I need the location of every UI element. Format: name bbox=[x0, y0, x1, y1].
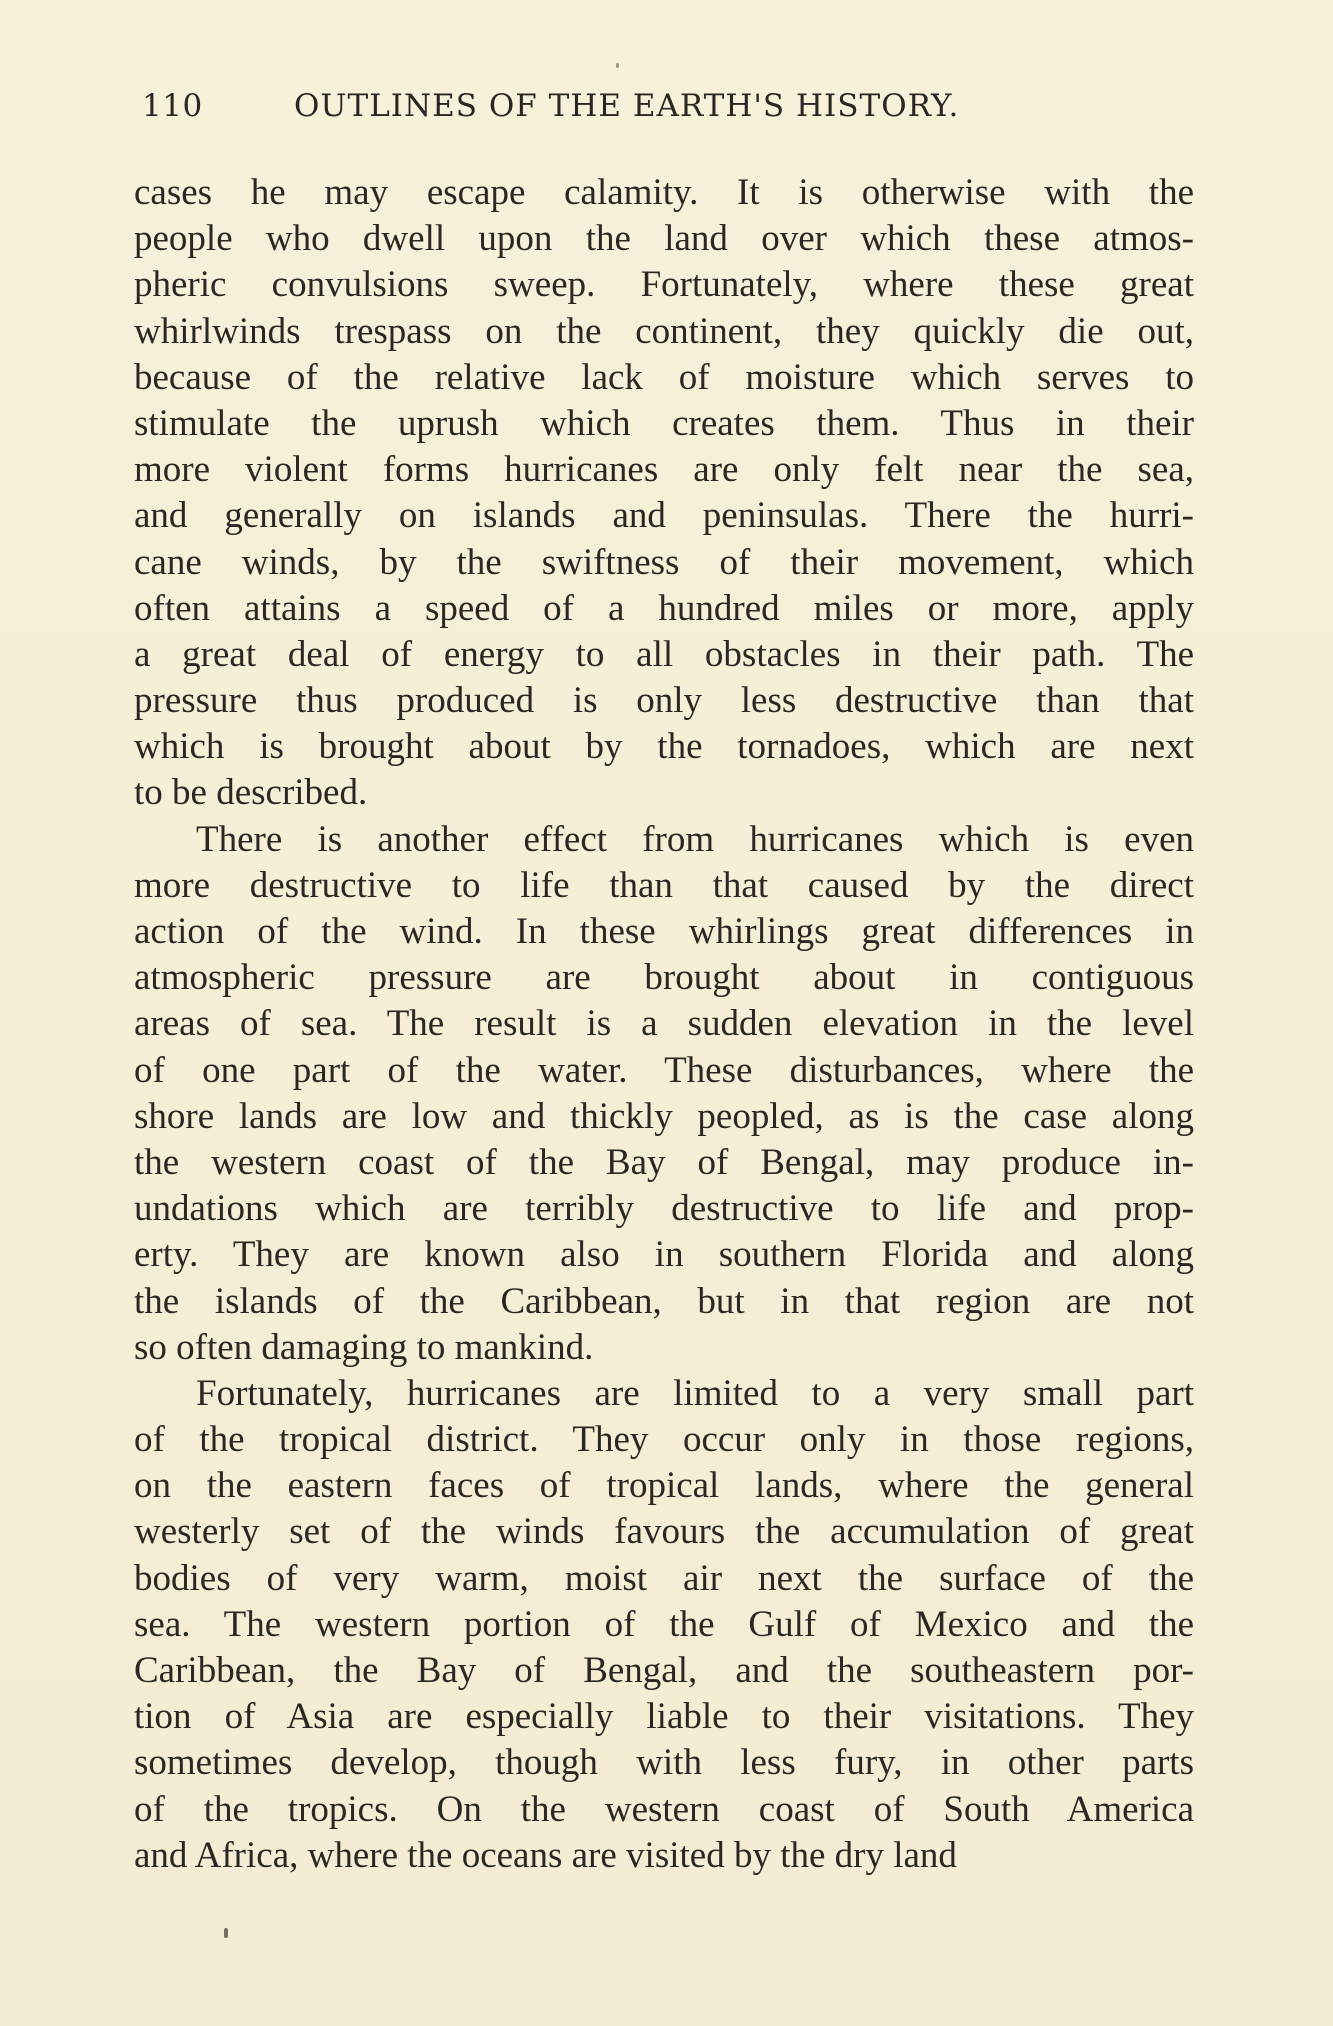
text-line: areas of sea. The result is a sudden elevation in the level bbox=[134, 1003, 1194, 1045]
text-line: stimulate the uprush which creates them. Thus in their bbox=[134, 402, 1194, 444]
text-line: which is brought about by the tornadoes, which are next bbox=[134, 726, 1194, 768]
text-line: pressure thus produced is only less destructive than that bbox=[134, 680, 1194, 722]
text-line: cane winds, by the swiftness of their movement, which bbox=[134, 541, 1194, 583]
text-line: because of the relative lack of moisture which serves to bbox=[134, 356, 1194, 398]
page-number: 110 bbox=[142, 88, 203, 124]
text-line: whirlwinds trespass on the continent, they quickly die out, bbox=[134, 310, 1194, 352]
text-line: more violent forms hurricanes are only felt near the sea, bbox=[134, 449, 1194, 491]
running-head: OUTLINES OF THE EARTH'S HISTORY. bbox=[294, 88, 960, 124]
text-line: action of the wind. In these whirlings great differences in bbox=[134, 911, 1194, 952]
paragraph-2 bbox=[134, 817, 1194, 1371]
print-speck bbox=[616, 63, 619, 68]
text-line: the islands of the Caribbean, but in that region are not bbox=[134, 1280, 1194, 1322]
text-line: Caribbean, the Bay of Bengal, and the southeastern por- bbox=[134, 1650, 1194, 1691]
text-line: more destructive to life than that caused by the direct bbox=[134, 864, 1194, 906]
paragraph-1 bbox=[134, 170, 1194, 817]
text-line: of one part of the water. These disturbances, where the bbox=[134, 1049, 1194, 1091]
text-line: on the eastern faces of tropical lands, where the general bbox=[134, 1465, 1194, 1507]
text-line: sea. The western portion of the Gulf of Mexico and the bbox=[134, 1603, 1194, 1645]
text-line: erty. They are known also in southern Florida and along bbox=[134, 1234, 1194, 1276]
text-line: so often damaging to mankind. bbox=[134, 1326, 594, 1368]
text-line: There is another effect from hurricanes which is even bbox=[196, 818, 1194, 860]
text-line: shore lands are low and thickly peopled, as is the case along bbox=[134, 1095, 1194, 1137]
text-line: to be described. bbox=[134, 772, 368, 814]
text-line: pheric convulsions sweep. Fortunately, where these great bbox=[134, 264, 1194, 306]
paragraph-3 bbox=[134, 1371, 1194, 1879]
text-line: bodies of very warm, moist air next the surface of the bbox=[134, 1557, 1194, 1599]
text-line: tion of Asia are especially liable to their visitations. They bbox=[134, 1696, 1194, 1738]
print-mark bbox=[224, 1928, 228, 1938]
text-line: and generally on islands and peninsulas. There the hurri- bbox=[134, 495, 1194, 537]
text-line: a great deal of energy to all obstacles in their path. The bbox=[134, 633, 1194, 675]
text-line: people who dwell upon the land over which these atmos- bbox=[134, 218, 1194, 260]
text-line: cases he may escape calamity. It is otherwise with the bbox=[134, 172, 1194, 213]
text-line: Fortunately, hurricanes are limited to a very small part bbox=[196, 1372, 1194, 1414]
text-line: atmospheric pressure are brought about in contiguous bbox=[134, 957, 1194, 999]
page-header bbox=[134, 78, 1194, 128]
body-text bbox=[134, 170, 1194, 1879]
text-line: the western coast of the Bay of Bengal, may produce in- bbox=[134, 1141, 1194, 1183]
text-line: and Africa, where the oceans are visited by the dry land bbox=[134, 1834, 957, 1876]
text-line: westerly set of the winds favours the accumulation of great bbox=[134, 1511, 1194, 1553]
text-line: of the tropics. On the western coast of South America bbox=[134, 1788, 1194, 1830]
text-line: sometimes develop, though with less fury, in other parts bbox=[134, 1742, 1194, 1784]
text-line: often attains a speed of a hundred miles or more, apply bbox=[134, 587, 1194, 629]
text-line: undations which are terribly destructive to life and prop- bbox=[134, 1188, 1194, 1230]
text-line: of the tropical district. They occur only in those regions, bbox=[134, 1419, 1194, 1461]
